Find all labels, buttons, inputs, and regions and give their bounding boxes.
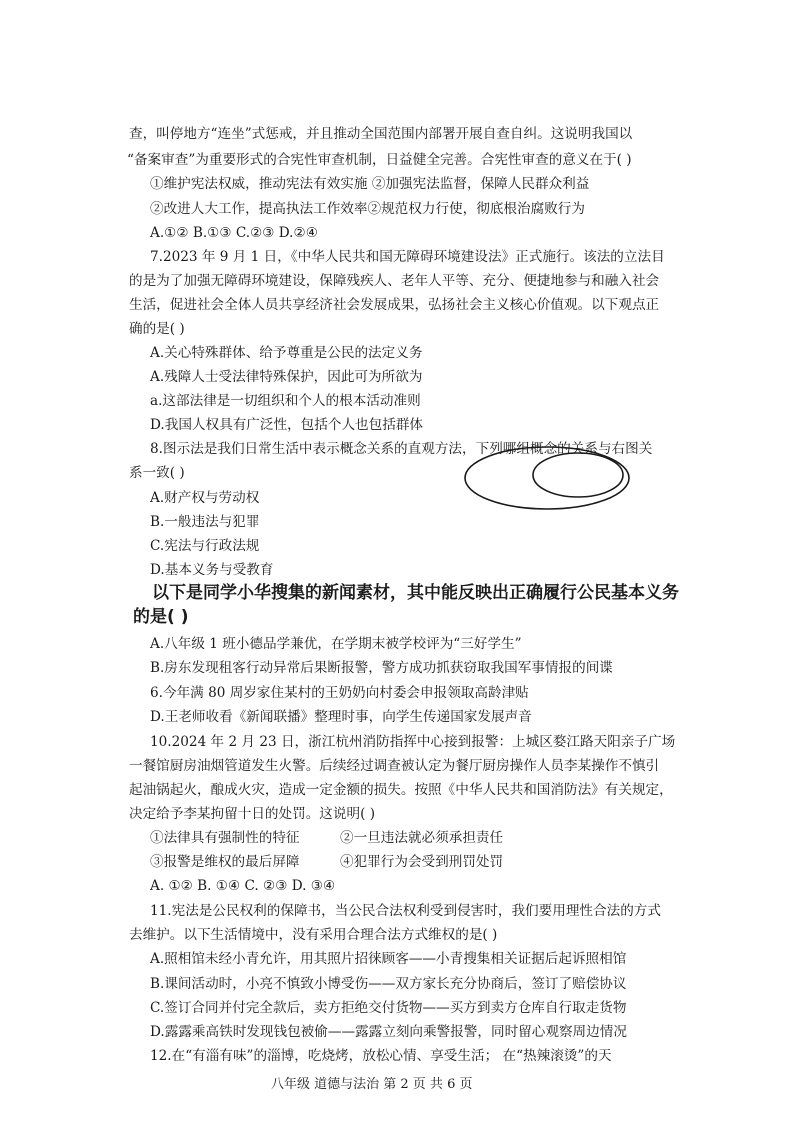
question-9: 以下是同学小华搜集的新闻素材，其中能反映出正确履行公民基本义务 bbox=[152, 583, 679, 603]
option-a: A.八年级 1 班小德品学兼优，在学期末被学校评为“三好学生” bbox=[150, 636, 522, 652]
text-line: 查，叫停地方“连坐”式惩戒，并且推动全国范围内部署开展自查自纠。这说明我国以 bbox=[129, 126, 633, 142]
page-footer: 八年级 道德与法治 第 2 页 共 6 页 bbox=[271, 1077, 473, 1092]
question-12: 12.在“有淄有味”的淄博，吃烧烤，放松心情、享受生活； 在“热辣滚烫”的天 bbox=[150, 1048, 612, 1064]
option-line: ②改进人大工作，提高执法工作效率②规范权力行使，彻底根治腐败行为 bbox=[150, 201, 585, 217]
text-line: 系一致( ) bbox=[129, 465, 185, 481]
text-line: 生活，促进社会全体人员共享经济社会发展成果，弘扬社会主义核心价值观。以下观点正 bbox=[129, 297, 660, 313]
option-d: D.露露乘高铁时发现钱包被偷——露露立刻向乘警报警，同时留心观察周边情况 bbox=[150, 1024, 627, 1040]
text-line: 起油锅起火，酿成火灾，造成一定金额的损失。按照《中华人民共和国消防法》有关规定， bbox=[129, 782, 673, 798]
text-line: 的是为了加强无障碍环境建设，保障残疾人、老年人平等、充分、便捷地参与和融入社会 bbox=[129, 273, 660, 289]
option-line: ④犯罪行为会受到刑罚处罚 bbox=[340, 854, 504, 870]
option-d: D.我国人权具有广泛性，包括个人也包括群体 bbox=[150, 417, 424, 433]
text-line: 决定给予李某拘留十日的处罚。这说明( ) bbox=[129, 806, 376, 822]
option-line: ②一旦违法就必须承担责任 bbox=[340, 830, 504, 846]
option-d: D.基本义务与受教育 bbox=[150, 562, 274, 578]
option-a: A.照相馆未经小青允许，用其照片招徕顾客——小青搜集相关证据后起诉照相馆 bbox=[150, 951, 627, 967]
text-line: 一餐馆厨房油烟管道发生火警。后续经过调查被认定为餐厅厨房操作人员李某操作不慎引 bbox=[129, 758, 660, 774]
option-a: A.财产权与劳动权 bbox=[150, 490, 260, 506]
option-line: ①维护宪法权威，推动宪法有效实施 ②加强宪法监督，保障人民群众利益 bbox=[150, 176, 590, 192]
option-c: C.签订合同并付完全款后，卖方拒绝交付货物——买方到卖方仓库自行取走货物 bbox=[150, 1000, 627, 1016]
option-c: C.宪法与行政法规 bbox=[150, 538, 260, 554]
option-d: D.王老师收看《新闻联播》整理时事，向学生传递国家发展声音 bbox=[150, 709, 532, 725]
question-7: 7.2023 年 9 月 1 日，《中华人民共和国无障碍环境建设法》正式施行。该法的立法目 bbox=[150, 249, 665, 265]
text-line: 去维护。以下生活情境中，没有采用合理合法方式维权的是( ) bbox=[129, 927, 498, 943]
text-line: 的是( ) bbox=[133, 607, 189, 627]
answer-choices: A. ①② B. ①④ C. ②③ D. ③④ bbox=[150, 878, 336, 894]
nested-ellipses-icon bbox=[463, 445, 633, 511]
option-b: B.课间活动时，小亮不慎致小博受伤——双方家长充分协商后，签订了赔偿协议 bbox=[150, 976, 627, 992]
option-a: A.关心特殊群体、给予尊重是公民的法定义务 bbox=[150, 345, 423, 361]
option-b: B.一般违法与犯罪 bbox=[150, 514, 260, 530]
question-11: 11.宪法是公民权利的保障书，当公民合法权利受到侵害时，我们要用理性合法的方式 bbox=[150, 903, 661, 919]
option-line: ③报警是维权的最后屏障 bbox=[150, 854, 300, 870]
option-c: 6.今年满 80 周岁家住某村的王奶奶向村委会申报领取高龄津贴 bbox=[150, 685, 529, 701]
text-line: 确的是( ) bbox=[129, 321, 185, 337]
option-b: A.残障人士受法律特殊保护，因此可为所欲为 bbox=[150, 369, 423, 385]
option-line: ①法律具有强制性的特征 bbox=[150, 830, 300, 846]
question-8: 8.图示法是我们日常生活中表示概念关系的直观方法，下列哪组概念的关系与右图关 bbox=[150, 441, 653, 457]
option-b: B.房东发现租客行动异常后果断报警，警方成功抓获窃取我国军事情报的间谍 bbox=[150, 660, 613, 676]
text-line: “备案审查”为重要形式的合宪性审查机制，日益健全完善。合宪性审查的意义在于( ) bbox=[127, 152, 632, 168]
question-10: 10.2024 年 2 月 23 日，浙江杭州消防指挥中心接到报警：上城区婺江路天阳亲子广场 bbox=[150, 734, 676, 750]
answer-choices: A.①② B.①③ C.②③ D.②④ bbox=[150, 225, 318, 241]
option-c: a.这部法律是一切组织和个人的根本活动准则 bbox=[150, 393, 421, 409]
